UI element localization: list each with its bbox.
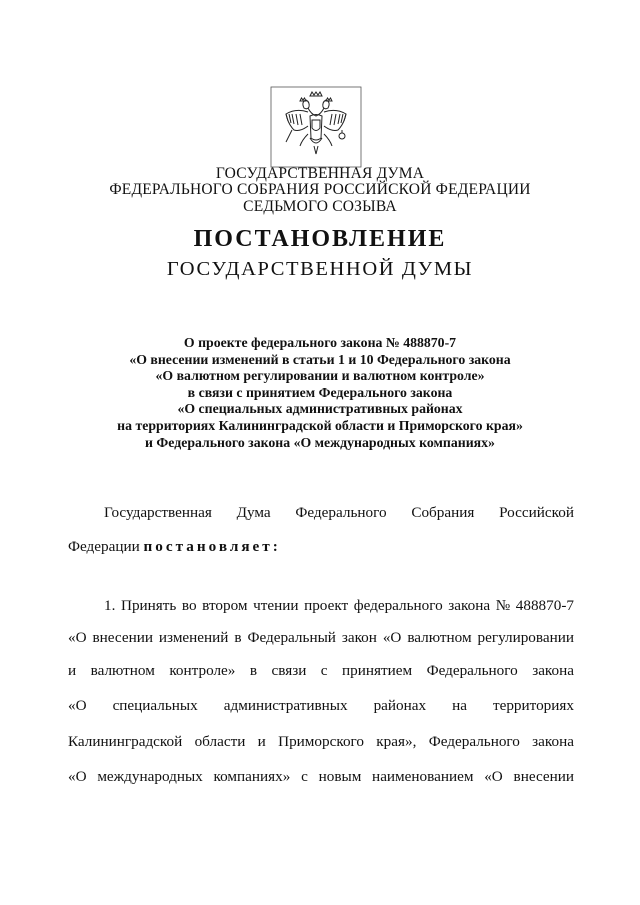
subject-line: в связи с принятием Федерального закона bbox=[187, 384, 453, 400]
subject-line: «О специальных административных районах bbox=[177, 401, 463, 417]
preamble-word: Дума bbox=[236, 504, 271, 521]
item-1-line: «О внесении изменений в Федеральный закон «О валютном регулировании bbox=[68, 629, 574, 646]
preamble-word: Российской bbox=[499, 504, 574, 521]
preamble-word: Собрания bbox=[411, 504, 475, 521]
subject-line: «О внесении изменений в статьи 1 и 10 Федерального закона bbox=[129, 351, 511, 367]
org-line-3: СЕДЬМОГО СОЗЫВА bbox=[243, 198, 397, 215]
subject-line: «О валютном регулировании и валютном контроле» bbox=[155, 368, 485, 384]
subject-line: на территориях Калининградской области и Приморского края» bbox=[117, 417, 523, 433]
item-1-line: 1. Принять во втором чтении проект федерального закона № 488870-7 bbox=[104, 597, 574, 614]
item-1-line: «О международных компаниях» с новым наименованием «О внесении bbox=[68, 768, 574, 785]
preamble-word: Федерального bbox=[295, 504, 387, 521]
document-issuer: ГОСУДАРСТВЕННОЙ ДУМЫ bbox=[166, 258, 474, 280]
preamble-line-1 bbox=[104, 503, 574, 523]
subject-line: и Федерального закона «О международных компаниях» bbox=[145, 434, 495, 450]
subject-line: О проекте федерального закона № 488870-7 bbox=[183, 335, 457, 350]
preamble-word: Государственная bbox=[104, 504, 212, 521]
org-line-2: ФЕДЕРАЛЬНОГО СОБРАНИЯ РОССИЙСКОЙ ФЕДЕРАЦИИ bbox=[109, 181, 531, 198]
preamble-line-2 bbox=[68, 537, 574, 557]
item-1-line: Калининградской области и Приморского края», Федерального закона bbox=[68, 733, 574, 750]
org-line-1: ГОСУДАРСТВЕННАЯ ДУМА bbox=[215, 165, 425, 182]
item-1-line: «О специальных административных районах на территориях bbox=[68, 697, 574, 714]
preamble-word: Федерации bbox=[68, 538, 140, 555]
russian-coat-of-arms-icon bbox=[270, 86, 362, 168]
resolution-subject bbox=[0, 335, 640, 451]
item-1-line: и валютном контроле» в связи с принятием Федерального закона bbox=[68, 662, 574, 679]
document-type-title: ПОСТАНОВЛЕНИЕ bbox=[193, 226, 447, 252]
preamble-verb: постановляет: bbox=[143, 538, 281, 555]
